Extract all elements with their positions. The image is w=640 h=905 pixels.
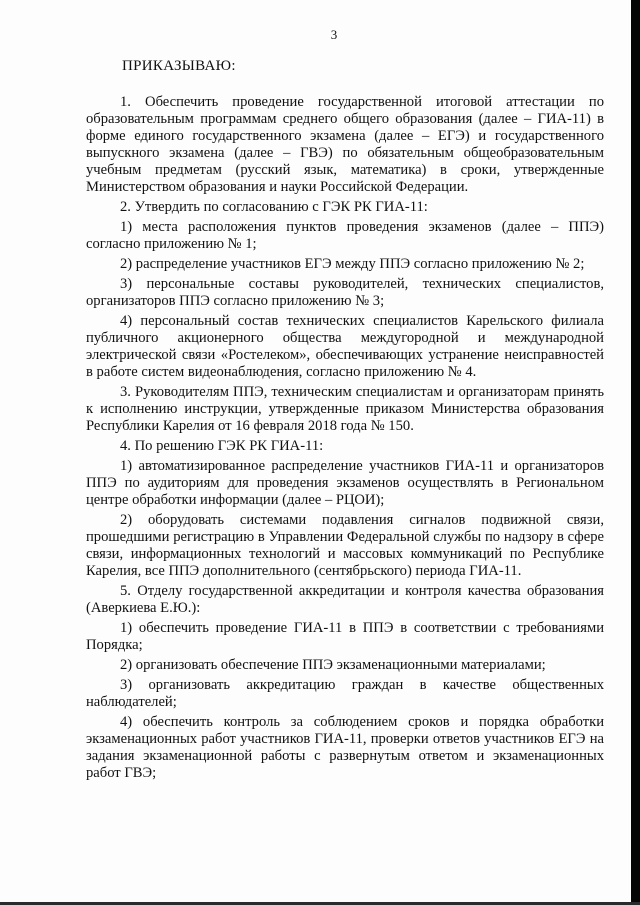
paragraph-5-item-3: 3) организовать аккредитацию граждан в качестве общественных наблюдателей; (86, 677, 604, 710)
paragraph-1: 1. Обеспечить проведение государственной итоговой аттестации по образовательным программам среднего общего образования (далее – ГИА-11) в форме единого государственного экзамена (далее – ЕГЭ) и государственного выпускного экзамена (далее – ГВЭ) по обязательным общеобразовательным учебным предметам (русский язык, математика) в сроки, утвержденные Министерством образования и науки Российской Федерации. (86, 94, 604, 195)
paragraph-2-item-2: 2) распределение участников ЕГЭ между ППЭ согласно приложению № 2; (120, 256, 585, 272)
paragraph-5-item-4: 4) обеспечить контроль за соблюдением сроков и порядка обработки экзаменационных работ участников ГИА-11, проверки ответов участников ЕГЭ на задания экзаменационной работы с развернутым ответом и экзаменационных работ ГВЭ; (86, 714, 604, 781)
paragraph-4: 4. По решению ГЭК РК ГИА-11: (120, 438, 324, 454)
paragraph-2-item-3: 3) персональные составы руководителей, технических специалистов, организаторов ППЭ согласно приложению № 3; (86, 276, 604, 309)
paragraph-5-item-2: 2) организовать обеспечение ППЭ экзаменационными материалами; (120, 657, 546, 673)
paragraph-5-item-1: 1) обеспечить проведение ГИА-11 в ППЭ в соответствии с требованиями Порядка; (86, 620, 604, 653)
paragraph-2-item-1: 1) места расположения пунктов проведения экзаменов (далее – ППЭ) согласно приложению № 1; (86, 219, 604, 252)
paragraph-4-item-1: 1) автоматизированное распределение участников ГИА-11 и организаторов ППЭ по аудиториям для проведения экзаменов осуществлять в Региональном центре обработки информации (далее – РЦОИ); (86, 458, 604, 508)
paragraph-4-item-2: 2) оборудовать системами подавления сигналов подвижной связи, прошедшими регистрацию в Управлении Федеральной службы по надзору в сфере связи, информационных технологий и массовых коммуникаций по Республике Карелия, все ППЭ дополнительного (сентябрьского) периода ГИА-11. (86, 512, 604, 579)
document-body (86, 58, 604, 785)
paragraph-2-item-4: 4) персональный состав технических специалистов Карельского филиала публичного акционерного общества междугородной и международной электрической связи «Ростелеком», обеспечивающих устранение неисправностей в работе систем видеонаблюдения, согласно приложению № 4. (86, 313, 604, 380)
paragraph-3: 3. Руководителям ППЭ, техническим специалистам и организаторам принять к исполнению инструкции, утвержденные приказом Министерства образования Республики Карелия от 16 февраля 2018 года № 150. (86, 384, 604, 434)
order-heading: ПРИКАЗЫВАЮ: (122, 58, 236, 74)
paragraph-2: 2. Утвердить по согласованию с ГЭК РК ГИА-11: (120, 199, 428, 215)
scan-edge-right (631, 0, 640, 905)
page-number: 3 (330, 27, 338, 42)
paragraph-5: 5. Отделу государственной аккредитации и контроля качества образования (Аверкиева Е.Ю.): (86, 583, 604, 616)
